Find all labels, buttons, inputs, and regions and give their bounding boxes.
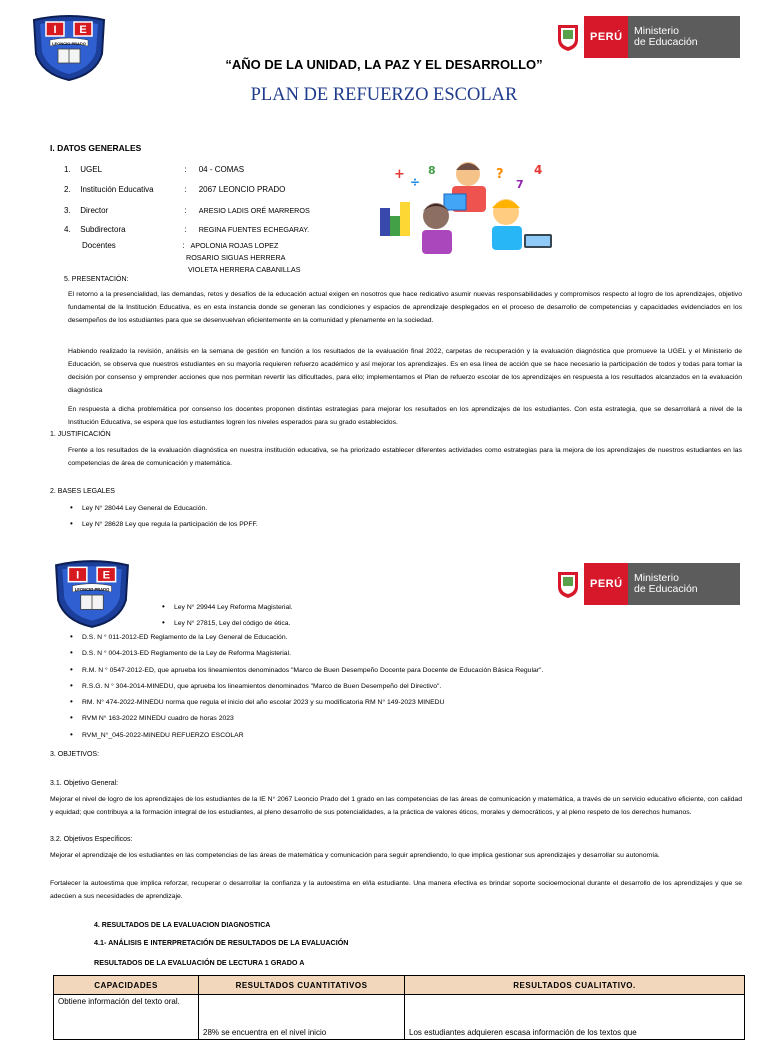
shield-letter-i: I (53, 24, 57, 36)
ministry-banner (552, 16, 740, 58)
general-row (64, 165, 244, 174)
results-subheading: 4.1- ANÁLISIS E INTERPRETACIÓN DE RESULTADOS DE LA EVALUACIÓN (94, 938, 349, 947)
justification-text: Frente a los resultados de la evaluación diagnóstica en nuestra institución educativa, se ha priorizado establecer diferentes actividades como estrategias para la mejora de los aprendizajes de nuestros estudiantes en las competencias de área de comunicación y matemática. (68, 447, 742, 467)
children-learning-illustration (376, 156, 566, 260)
specific-objectives-heading: 3.2. Objetivos Específicos: (50, 836, 133, 843)
ministry-line-2: de Educación (634, 583, 698, 595)
legal-list-page2 (70, 629, 543, 743)
peru-coat-of-arms-icon (552, 563, 584, 605)
row-colon: : (184, 185, 187, 194)
legal-item: • Ley N° 28044 Ley General de Educación. (70, 500, 258, 516)
row-label: UGEL (80, 165, 103, 174)
presentation-heading: 5. PRESENTACIÓN: (64, 276, 129, 283)
row-label: Institución Educativa (80, 185, 154, 194)
docente-name: VIOLETA HERRERA CABANILLAS (188, 265, 301, 274)
legal-item: • Ley N° 27815, Ley del código de ética. (162, 615, 293, 631)
legal-item: • RVM_N°_045-2022-MINEDU REFUERZO ESCOLAR (70, 727, 543, 743)
legal-item: • R.S.G. N ° 304-2014-MINEDU, que aprueba los lineamientos denominados "Marco de Buen Desempeño del Directivo". (70, 678, 543, 694)
legal-item: • D.S. N ° 004-2013-ED Reglamento de la Ley de Reforma Magisterial. (70, 645, 543, 661)
justification-heading: 1. JUSTIFICACIÓN (50, 431, 111, 438)
ministry-name (628, 563, 740, 605)
presentation-paragraph-2: Habiendo realizado la revisión, análisis en la semana de gestión en función a los resultados de la evaluación final 2022, carpetas de recuperación y la evaluación diagnóstica que promueve la UGEL y el Ministerio de Educación, se observa que nuestros estudiantes en su mayoría requieren refuerzo académico y así mejorar los aprendizajes. Es en esa línea de acción que se hace necesario la participación de todos y todas para tomar la decisión por consenso y emprender acciones que nos permitan revertir las dificultades, para ello; implementamos el Plan de refuerzo escolar de los aprendizajes en respuesta a los resultados alcanzados en la evaluación diagnóstica (68, 348, 742, 394)
column-header: CAPACIDADES (54, 976, 199, 995)
svg-text:4: 4 (534, 163, 543, 177)
ministry-banner (552, 563, 740, 605)
svg-text:?: ? (496, 167, 504, 182)
row-colon: : (184, 225, 187, 234)
svg-text:+: + (394, 167, 405, 182)
row-label: Subdirectora (80, 225, 126, 234)
table-row (54, 995, 745, 1040)
column-header: RESULTADOS CUANTITATIVOS (199, 976, 405, 995)
general-objective-text: Mejorar el nivel de logro de los aprendizajes de los estudiantes de la IE N° 2067 Leoncio Prado del 1 grado en las competencias de las áreas de comunicación y matemática, a través de un servicio educativo eficiente, con calidad y equidad; que contribuya a la formación integral de los estudiantes, al pleno desarrollo de sus potencialidades, a la práctica de valores éticos, morales y democráticos, y al pleno respeto de los derechos humanos. (50, 796, 742, 817)
legal-item: • RVM N° 163-2022 MINEDU cuadro de horas 2023 (70, 710, 543, 726)
table-cell: 28% se encuentra en el nivel inicio (199, 995, 405, 1040)
row-num: 3. (64, 206, 71, 215)
legal-item: • Ley N° 28628 Ley que regula la participación de los PPFF. (70, 516, 258, 532)
svg-text:7: 7 (516, 178, 524, 191)
ministry-line-2: de Educación (634, 36, 698, 48)
row-value: 2067 LEONCIO PRADO (198, 185, 286, 194)
legal-list-page1 (70, 500, 258, 533)
ministry-name (628, 16, 740, 58)
svg-text:8: 8 (428, 164, 436, 177)
docentes-colon: : (182, 241, 185, 250)
table-cell: Obtiene información del texto oral. (54, 995, 199, 1040)
general-data-heading: I. DATOS GENERALES (50, 143, 142, 153)
docente-name: ROSARIO SIGUAS HERRERA (186, 253, 286, 262)
specific-objective-2: Fortalecer la autoestima que implica reforzar, recuperar o desarrollar la confianza y la autoestima en el/la estudiante. Una manera efectiva es brindar soporte socioemocional durante el desarrollo de los aprendizajes y que se adecúen a sus necesidades de aprendizaje. (50, 880, 742, 901)
shield-ribbon-text: LEONCIO PRADO (74, 586, 110, 592)
svg-text:÷: ÷ (410, 175, 421, 189)
presentation-paragraph-3: En respuesta a dicha problemática por consenso los docentes proponen distintas estrategias para mejorar los resultados en los aprendizajes de los estudiantes. Con esta estrategia, que se desarrollará a nivel de la Institución Educativa, se espera que los estudiantes logren los niveles esperados para su grado establecidos. (68, 406, 742, 426)
objectives-heading: 3. OBJETIVOS: (50, 751, 100, 758)
general-row (64, 206, 310, 215)
results-table-title: RESULTADOS DE LA EVALUACIÓN DE LECTURA 1 GRADO A (94, 958, 305, 967)
row-value: REGINA FUENTES ECHEGARAY. (198, 225, 310, 234)
docentes-label: Docentes (82, 241, 116, 250)
row-num: 4. (64, 225, 71, 234)
year-motto: “AÑO DE LA UNIDAD, LA PAZ Y EL DESARROLLO” (225, 57, 543, 72)
row-value: 04 - COMAS (198, 165, 245, 174)
row-label: Director (80, 206, 109, 215)
legal-item: • Ley N° 29944 Ley Reforma Magisterial. (162, 599, 293, 615)
row-colon: : (184, 165, 187, 174)
peru-label: PERÚ (584, 563, 628, 605)
peru-label: PERÚ (584, 16, 628, 58)
shield-letter-e: E (79, 24, 87, 36)
results-table (53, 975, 745, 1040)
legal-item: • R.M. N ° 0547-2012-ED, que aprueba los lineamientos denominados "Marco de Buen Desempeño Docente para Docente de Educación Básica Regular". (70, 662, 543, 678)
ministry-line-1: Ministerio (634, 572, 679, 584)
table-header-row (54, 976, 745, 995)
row-colon: : (184, 206, 187, 215)
legal-item: • RM. N° 474-2022-MINEDU norma que regula el inicio del año escolar 2023 y su modificatoria RM N° 149-2023 MINEDU (70, 694, 543, 710)
shield-ribbon-text: LEONCIO PRADO (52, 41, 86, 46)
column-header: RESULTADOS CUALITATIVO. (405, 976, 745, 995)
general-row (64, 225, 309, 234)
page-title: PLAN DE REFUERZO ESCOLAR (250, 85, 518, 105)
row-num: 1. (64, 165, 71, 174)
results-heading: 4. RESULTADOS DE LA EVALUACION DIAGNOSTICA (94, 922, 271, 929)
legal-bases-heading: 2. BASES LEGALES (50, 488, 115, 495)
row-value: ARESIO LADIS ORÉ MARRERОS (198, 206, 310, 215)
general-objective-heading: 3.1. Objetivo General: (50, 780, 119, 787)
peru-coat-of-arms-icon (552, 16, 584, 58)
presentation-paragraph-1: El retorno a la presencialidad, las demandas, retos y desafíos de la educación actual exigen en nosotros que hace redicativo asumir nuevas responsabilidades y compromisos respecto al logro de los aprendizajes, objetivo fundamental de la Institución Educativa, es en esta instancia donde se generan las condiciones y espacios de aprendizaje desplegados en el proceso de desarrollo de competencias y capacidades evidenciados en los desempeños de los estudiantes para que se desenvuelvan eficientemente en la comunidad y plenamente en la sociedad. (68, 291, 742, 324)
docente-name: APOLONIA ROJAS LOPEZ (190, 241, 279, 250)
legal-item: • D.S. N ° 011-2012-ED Reglamento de la Ley General de Educación. (70, 629, 543, 645)
shield-letter-e: E (102, 569, 111, 582)
school-shield-logo (52, 558, 132, 630)
docentes-row (82, 241, 278, 250)
specific-objective-1: Mejorar el aprendizaje de los estudiantes en las competencias de las áreas de matemática y comunicación para seguir aprendiendo, lo que implica gestionar sus aprendizajes y desarrollar su autonomía. (50, 852, 660, 859)
table-cell: Los estudiantes adquieren escasa información de los textos que (405, 995, 745, 1040)
row-num: 2. (64, 185, 71, 194)
general-row (64, 185, 285, 194)
shield-letter-i: I (76, 569, 80, 582)
ministry-line-1: Ministerio (634, 25, 679, 37)
legal-list-indented (162, 599, 293, 632)
